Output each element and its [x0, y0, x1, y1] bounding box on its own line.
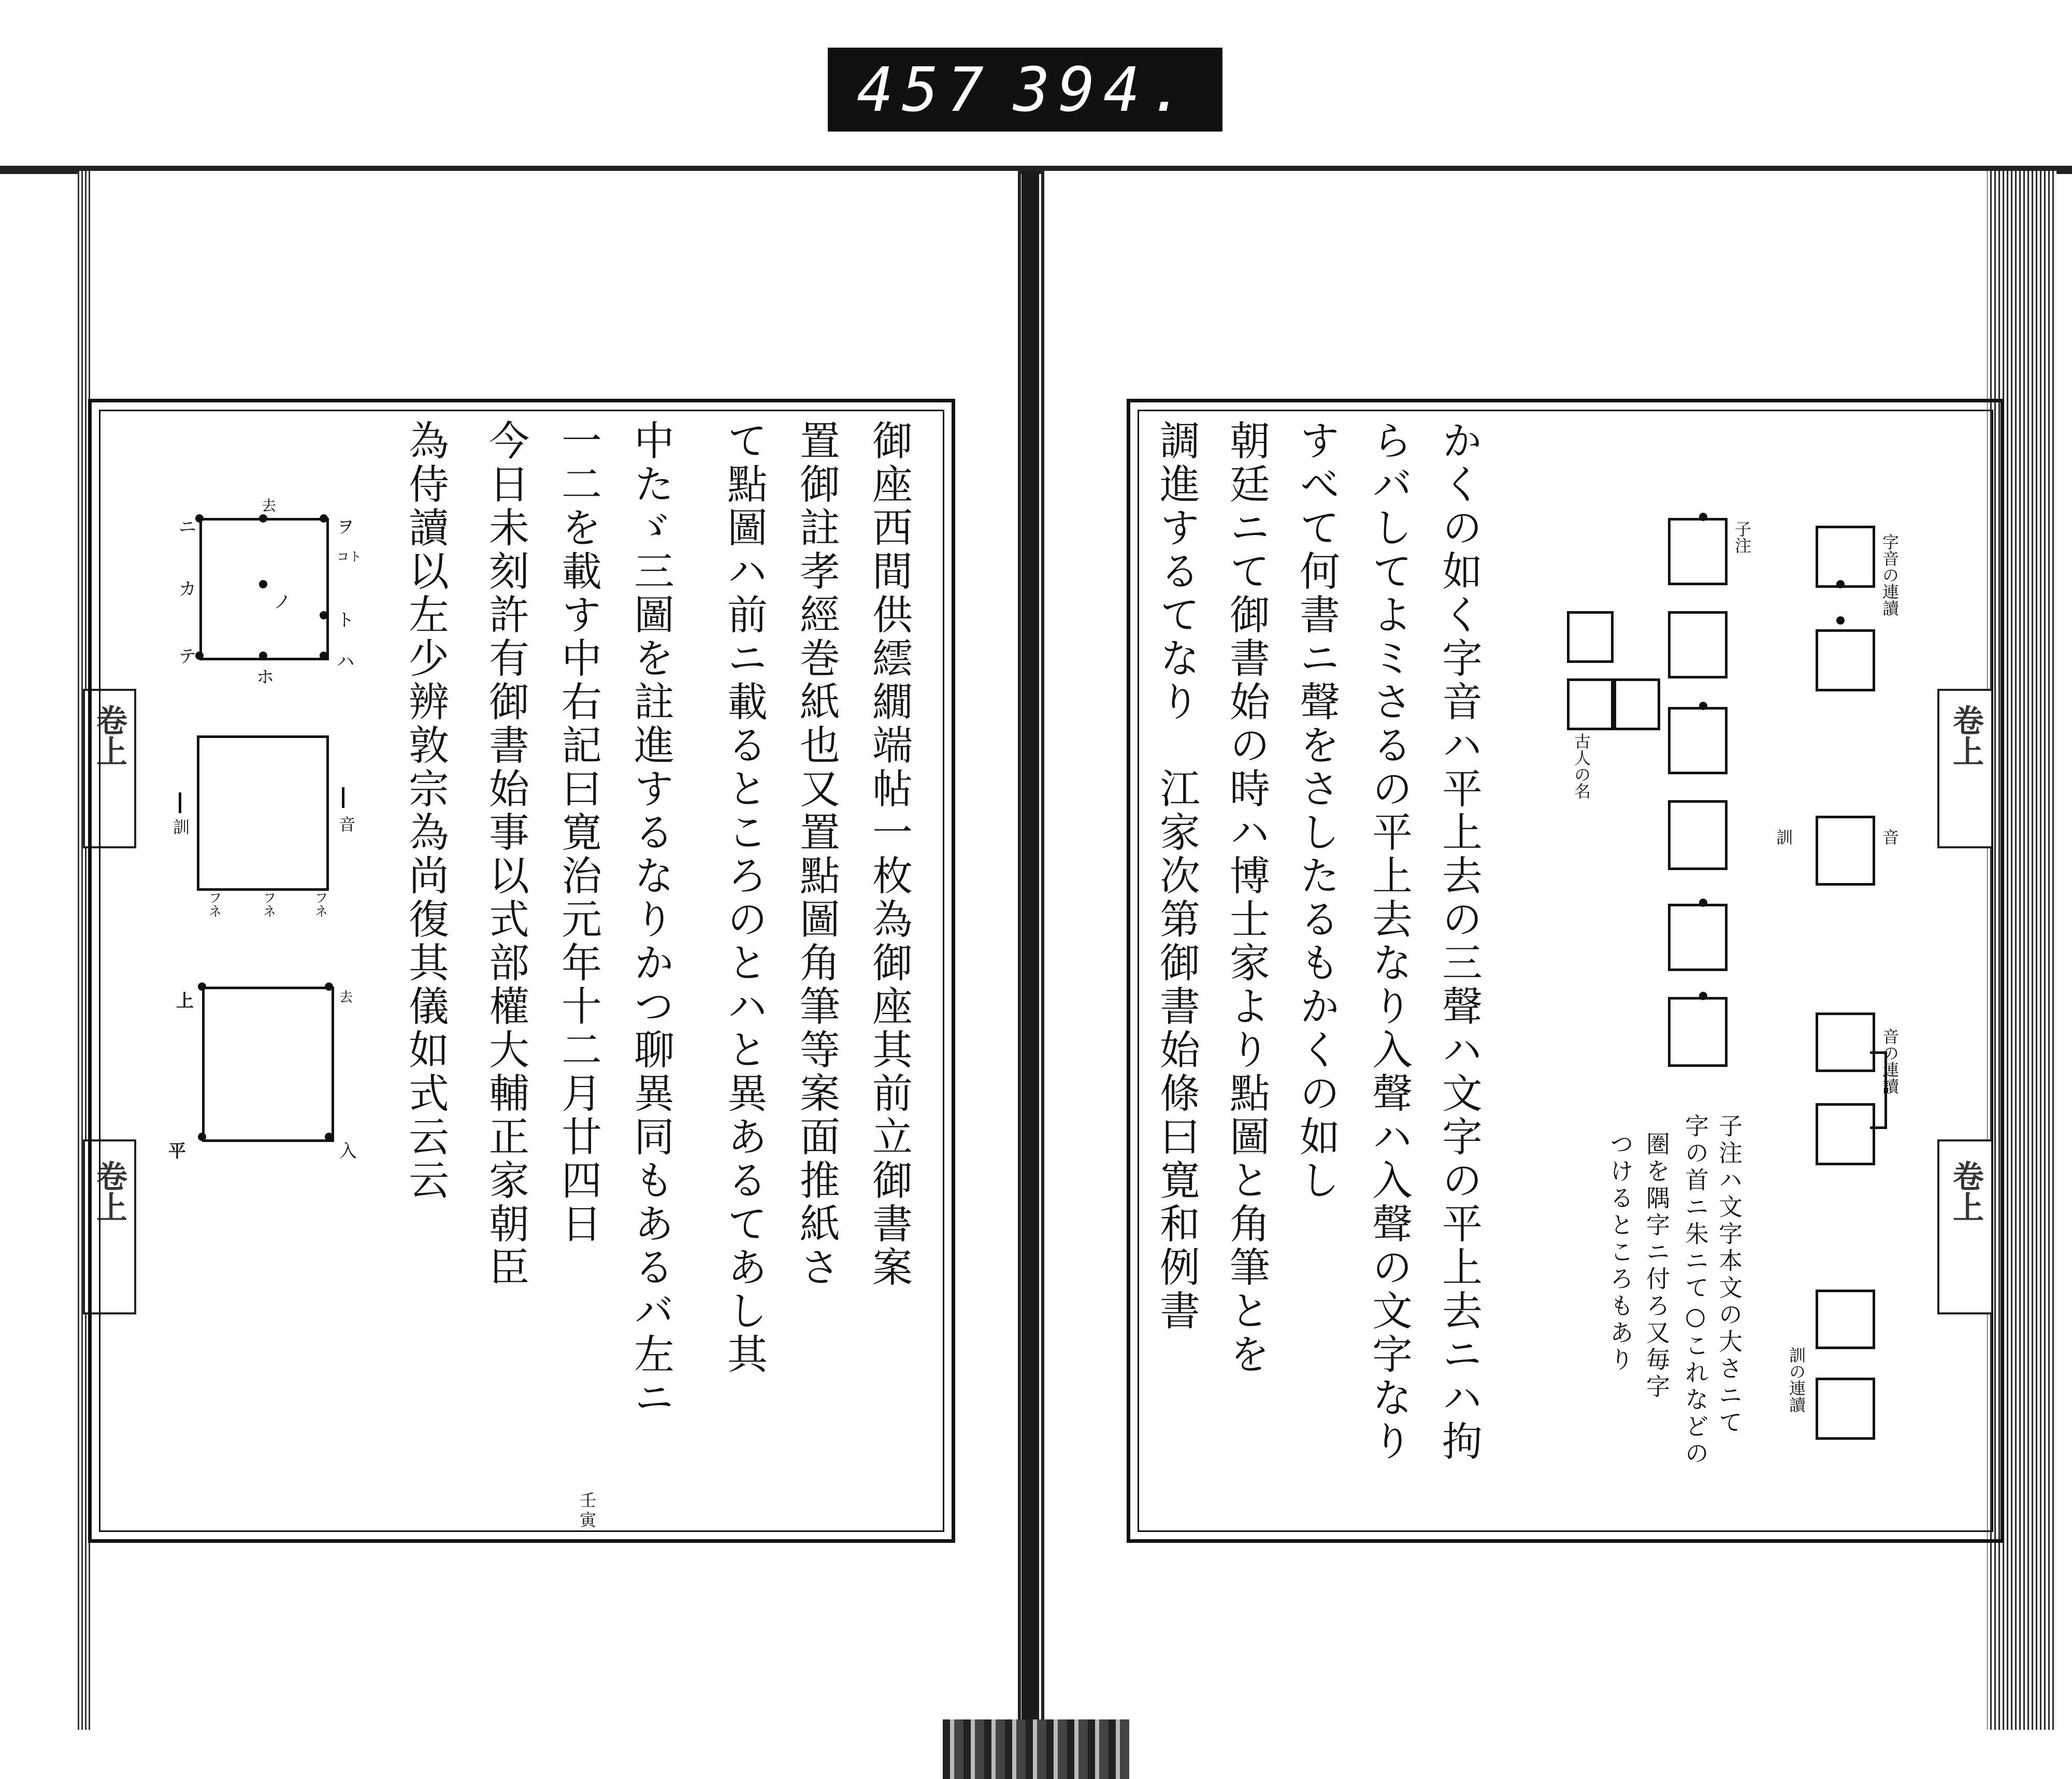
kun-dot — [1699, 992, 1707, 1000]
tone-dot — [325, 1133, 333, 1141]
kun-on-bottom-label-0: フネ — [206, 891, 222, 918]
left-inline-note: 壬寅 — [577, 1492, 597, 1531]
tone-dot — [259, 580, 267, 588]
corner-label-bottom-left: 平 — [168, 1141, 186, 1162]
scan-number-left: 457 — [857, 54, 992, 125]
kun-on-bottom-label-2: フネ — [312, 891, 328, 918]
scan-number-right: 394. — [1013, 54, 1193, 125]
scan-number-label — [828, 48, 1222, 132]
shichu-label: 子注 — [1732, 520, 1752, 554]
right-note-3: 圏を隅字ニ付ろ又毎字 — [1643, 1132, 1671, 1401]
tone-label-left-1: カ — [179, 579, 196, 600]
kun-box-1 — [1668, 611, 1728, 678]
corner-label-top-right: 去 — [339, 990, 353, 1005]
kojin-box-3 — [1614, 678, 1660, 730]
kun-dot — [1699, 899, 1707, 907]
kojin-label: 古人の名 — [1572, 733, 1591, 799]
kun-dot — [1699, 702, 1707, 710]
right-text-column-4: 朝廷ニて御書始の時ハ博士家より點圖と角筆とを — [1223, 420, 1270, 1377]
left-text-column-1: 御座西間供繧繝端帖一枚為御座其前立御書案 — [866, 420, 912, 1290]
kun-label: 訓 — [170, 818, 190, 835]
kun-box-2 — [1668, 707, 1728, 774]
kun-on-diagram-square — [197, 735, 329, 891]
tone-label-right-3: ハ — [337, 652, 354, 672]
jion-box-1 — [1816, 526, 1875, 588]
kun-box-5 — [1668, 997, 1728, 1067]
left-text-column-6: 今日未刻許有御書始事以式部權大輔正家朝臣 — [482, 420, 529, 1290]
tone-label-center: ノ — [274, 592, 291, 613]
kun-renzoku-label: 訓の連讀 — [1787, 1347, 1806, 1413]
kun-renzoku-box-2 — [1816, 1378, 1875, 1440]
jion-dot — [1836, 616, 1845, 625]
shichu-box-1 — [1668, 518, 1728, 585]
right-text-column-2: らバしてよミさるの平上去なり入聲ハ入聲の文字なり — [1365, 420, 1412, 1464]
left-text-column-5: 一二を載す中右記曰寛治元年十二月廿四日 — [555, 420, 601, 1246]
tone-dot — [259, 652, 267, 660]
corner-label-top-left: 上 — [176, 991, 194, 1011]
tone-dot — [259, 514, 267, 523]
right-note-1: 子注ハ文字本文の大さニて — [1715, 1113, 1743, 1437]
on-box — [1816, 816, 1875, 886]
tone-dot — [198, 982, 206, 991]
left-text-column-4: 中たゞ三圖を註進するなりかつ聊異同もあるバ左ニ — [627, 420, 674, 1420]
kojin-box-2 — [1567, 678, 1614, 730]
book-spine — [1021, 171, 1039, 1756]
jion-box-2 — [1816, 629, 1875, 691]
kun-renzoku-box-1 — [1816, 1290, 1875, 1349]
kun-on-bottom-label-1: フネ — [261, 891, 276, 918]
tone-dot — [320, 611, 328, 619]
kojin-box-1 — [1567, 611, 1614, 663]
right-text-column-1: かくの如く字音ハ平上去の三聲ハ文字の平上去ニハ拘 — [1435, 420, 1482, 1464]
kun-box-4 — [1668, 904, 1728, 971]
on-renzoku-bracket — [1870, 1126, 1886, 1129]
right-text-column-5: 調進するてなり 江家次第御書始條曰寛和例書 — [1153, 420, 1200, 1333]
tone-diagram-square — [199, 518, 329, 660]
left-text-column-3: て點圖ハ前ニ載るところのとハと異あるてあし其 — [721, 420, 767, 1377]
tone-dot — [198, 1133, 206, 1141]
right-margin-tab-lower: 卷上 — [1948, 1160, 1984, 1222]
tone-dot — [325, 982, 333, 991]
tone-label-right-0: ヲ — [337, 517, 354, 538]
tone-label-right-2: ト — [337, 610, 354, 631]
left-margin-tab-upper: 卷上 — [91, 704, 127, 766]
right-text-column-3: すべて何書ニ聲をさしたるもかくの如し — [1293, 420, 1340, 1203]
on-renzoku-box-2 — [1816, 1103, 1875, 1165]
tone-label-left-2: テ — [179, 646, 196, 667]
four-tone-diagram-square — [202, 987, 334, 1142]
spine-foot — [943, 1719, 1129, 1779]
kun-box-3 — [1668, 800, 1728, 870]
tone-label-bottom: ホ — [256, 667, 274, 688]
tone-label-left-0: ニ — [179, 517, 196, 538]
on-label: 音 — [336, 816, 356, 832]
on-renzoku-label: 音の連讀 — [1880, 1028, 1900, 1094]
left-text-column-2: 置御註孝經巻紙也又置點圖角筆等案面推紙さ — [793, 420, 840, 1290]
on-tick — [342, 787, 344, 808]
kun-label: 訓 — [1774, 829, 1793, 845]
jion-renzoku-label: 字音の連讀 — [1880, 533, 1900, 616]
tone-dot — [320, 514, 328, 523]
on-renzoku-box-1 — [1816, 1013, 1875, 1072]
tone-dot — [195, 652, 204, 660]
left-margin-tab-lower: 卷上 — [91, 1160, 127, 1222]
left-text-column-7: 為侍讀以左少辨敦宗為尚復其儀如式云云 — [402, 420, 449, 1203]
right-note-4: つけるところもあり — [1606, 1132, 1634, 1374]
tone-label-right-1: コト — [337, 549, 362, 564]
corner-label-bottom-right: 入 — [339, 1141, 357, 1162]
shichu-dot — [1699, 513, 1707, 521]
on-label: 音 — [1880, 829, 1900, 845]
right-margin-tab-upper: 卷上 — [1948, 704, 1984, 766]
kun-tick — [179, 792, 181, 813]
tone-dot — [195, 514, 204, 523]
jion-dot — [1836, 580, 1845, 588]
tone-dot — [320, 652, 328, 660]
tone-label-top: 去 — [262, 497, 277, 514]
right-note-2: 字の首ニ朱ニて○これなどの — [1681, 1113, 1709, 1468]
